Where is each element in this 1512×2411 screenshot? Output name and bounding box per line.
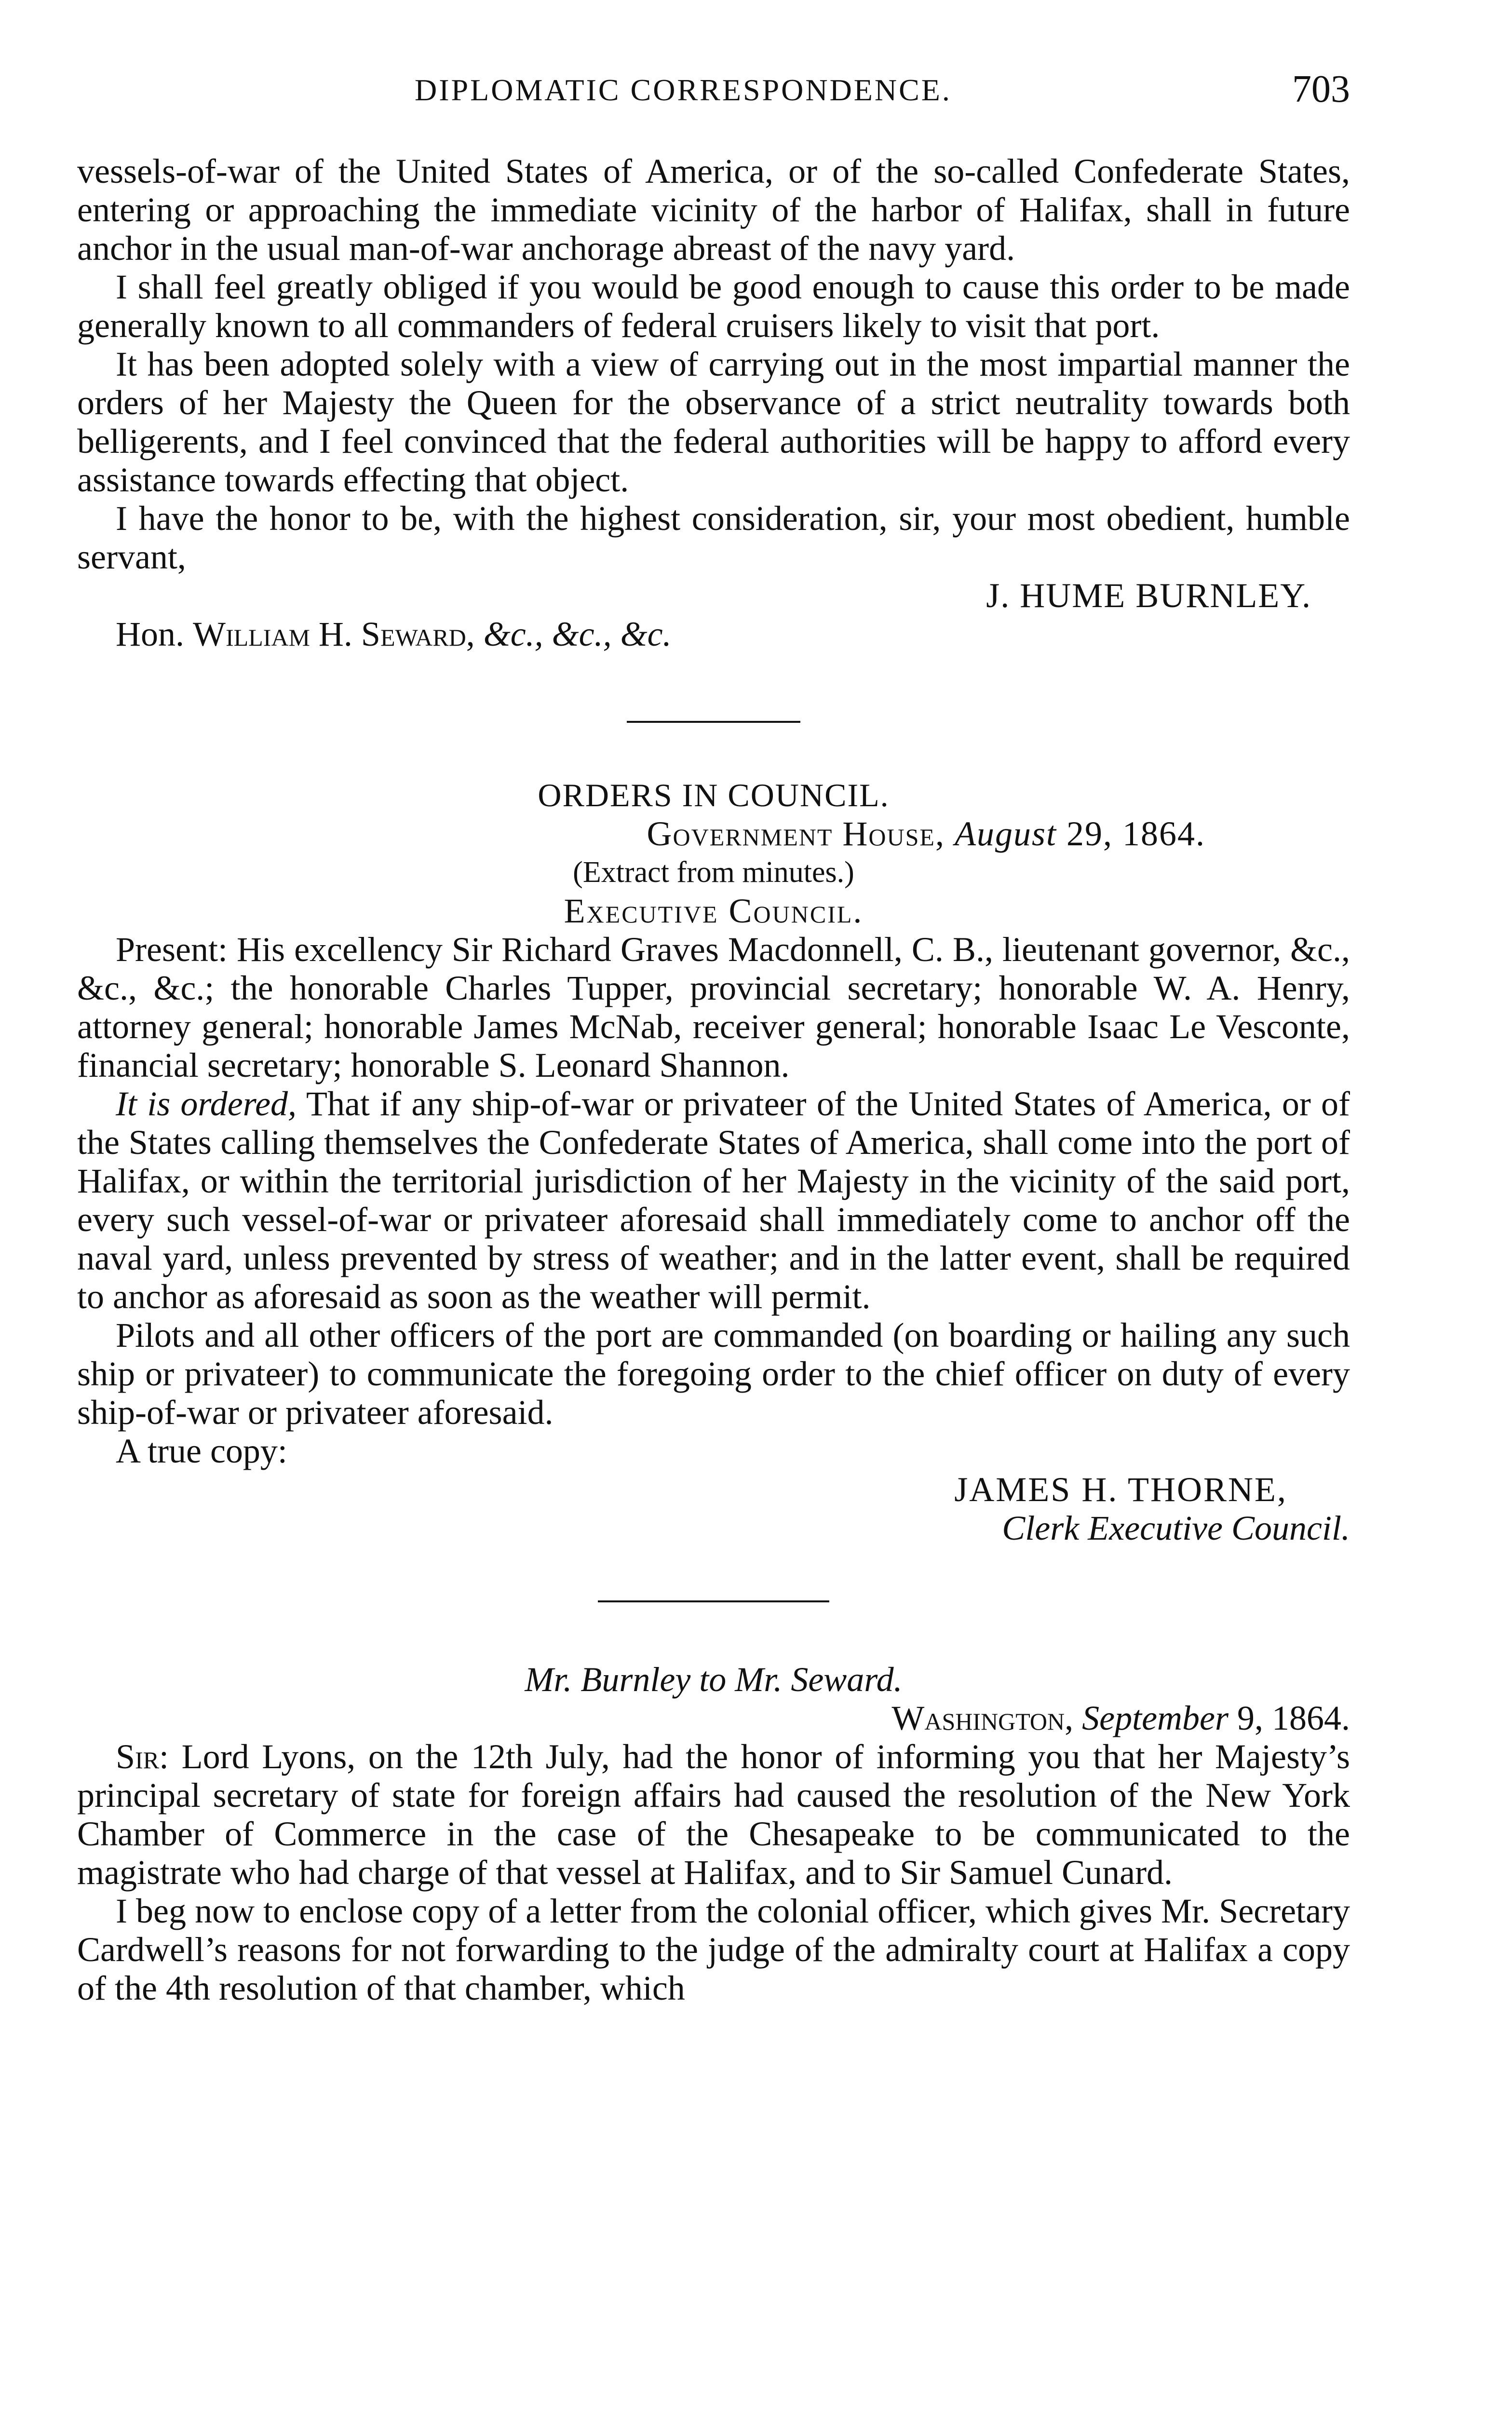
orders-ordered-lead: It is ordered,: [116, 1084, 297, 1123]
letter1-closing: I have the honor to be, with the highest consideration, sir, your most obedient, humble servant,: [77, 499, 1350, 576]
addressee-name: William H. Seward,: [193, 615, 475, 653]
letter2-date-month: September: [1082, 1699, 1228, 1737]
document-body: [77, 152, 1350, 2007]
orders-clerk-title: Clerk Executive Council.: [1002, 1509, 1350, 1547]
section-divider: [598, 1600, 829, 1602]
page-number: 703: [1292, 68, 1350, 110]
letter1-paragraph: I shall feel greatly obliged if you would be good enough to cause this order to be made generally known to all commanders of federal cruisers likely to visit that port.: [77, 268, 1350, 345]
orders-place: Government House,: [647, 814, 945, 853]
letter2-paragraph: [77, 1737, 1350, 1892]
letter2-paragraph-text: Lord Lyons, on the 12th July, had the honor of informing you that her Majesty’s principal secretary of state for foreign affairs had caused the resolution of the New York Chamber of Commerce in the case of the Chesapeake to be communicated to the magistrate who had charge of that vessel at Halifax, and to Sir Samuel Cunard.: [77, 1737, 1350, 1892]
orders-ordered: [77, 1084, 1350, 1316]
letter2-heading: Mr. Burnley to Mr. Seward.: [525, 1660, 903, 1699]
letter1-addressee: [77, 615, 1350, 653]
letter1-paragraph-continued: vessels-of-war of the United States of America, or of the so-called Confederate States, entering or approaching the immediate vicinity of the harbor of Halifax, shall in future anchor in the usual man-of-war anchorage abreast of the navy yard.: [77, 152, 1350, 268]
orders-dateline: [77, 814, 1350, 853]
addressee-suffix: &c., &c., &c.: [483, 615, 672, 653]
document-page: [77, 58, 1350, 2411]
letter2-date-rest: 9, 1864.: [1237, 1699, 1350, 1737]
addressee-prefix: Hon.: [116, 615, 184, 653]
letter1-paragraph: It has been adopted solely with a view of carrying out in the most impartial manner the orders of her Majesty the Queen for the observance of a strict neutrality towards both belligerents, and I feel convinced that the federal authorities will be happy to afford every assistance towards effecting that object.: [77, 345, 1350, 499]
orders-pilots: Pilots and all other officers of the port are commanded (on boarding or hailing any such ship or privateer) to communicate the foregoing order to the chief officer on duty of every ship-of-war or privateer aforesaid.: [77, 1316, 1350, 1432]
page-header: [77, 58, 1350, 116]
orders-council: Executive Council.: [564, 892, 864, 930]
letter2-dateline: [77, 1699, 1350, 1737]
orders-date-rest: 29, 1864.: [1066, 814, 1205, 853]
section-divider: [627, 721, 800, 723]
orders-heading: ORDERS IN COUNCIL.: [538, 777, 890, 813]
orders-extract-note: (Extract from minutes.): [573, 856, 854, 889]
orders-true-copy: A true copy:: [116, 1432, 287, 1470]
letter2-paragraph: I beg now to enclose copy of a letter from the colonial officer, which gives Mr. Secretary Cardwell’s reasons for not forwarding to the judge of the admiralty court at Halifax a copy of the 4th resolution of that chamber, which: [77, 1892, 1350, 2007]
letter2-place: Washington,: [891, 1699, 1074, 1737]
letter1-signature: J. HUME BURNLEY.: [986, 576, 1311, 615]
letter2-salutation: Sir:: [116, 1737, 169, 1776]
running-title: DIPLOMATIC CORRESPONDENCE.: [415, 73, 952, 107]
orders-clerk-name: JAMES H. THORNE,: [954, 1470, 1287, 1509]
orders-ordered-text: That if any ship-of-war or privateer of the United States of America, or of the States calling themselves the Confederate States of America, shall come into the port of Halifax, or within the territorial jurisdiction of her Majesty in the vicinity of the said port, every such vessel-of-war or privateer aforesaid shall immediately come to anchor off the naval yard, unless prevented by stress of weather; and in the latter event, shall be required to anchor as aforesaid as soon as the weather will permit.: [77, 1084, 1350, 1316]
orders-present: Present: His excellency Sir Richard Graves Macdonnell, C. B., lieutenant governor, &c., &c., &c.; the honorable Charles Tupper, provincial secretary; honorable W. A. Henry, attorney general; honorable James McNab, receiver general; honorable Isaac Le Vesconte, financial secretary; honorable S. Leonard Shannon.: [77, 930, 1350, 1084]
orders-date-month: August: [954, 814, 1057, 853]
